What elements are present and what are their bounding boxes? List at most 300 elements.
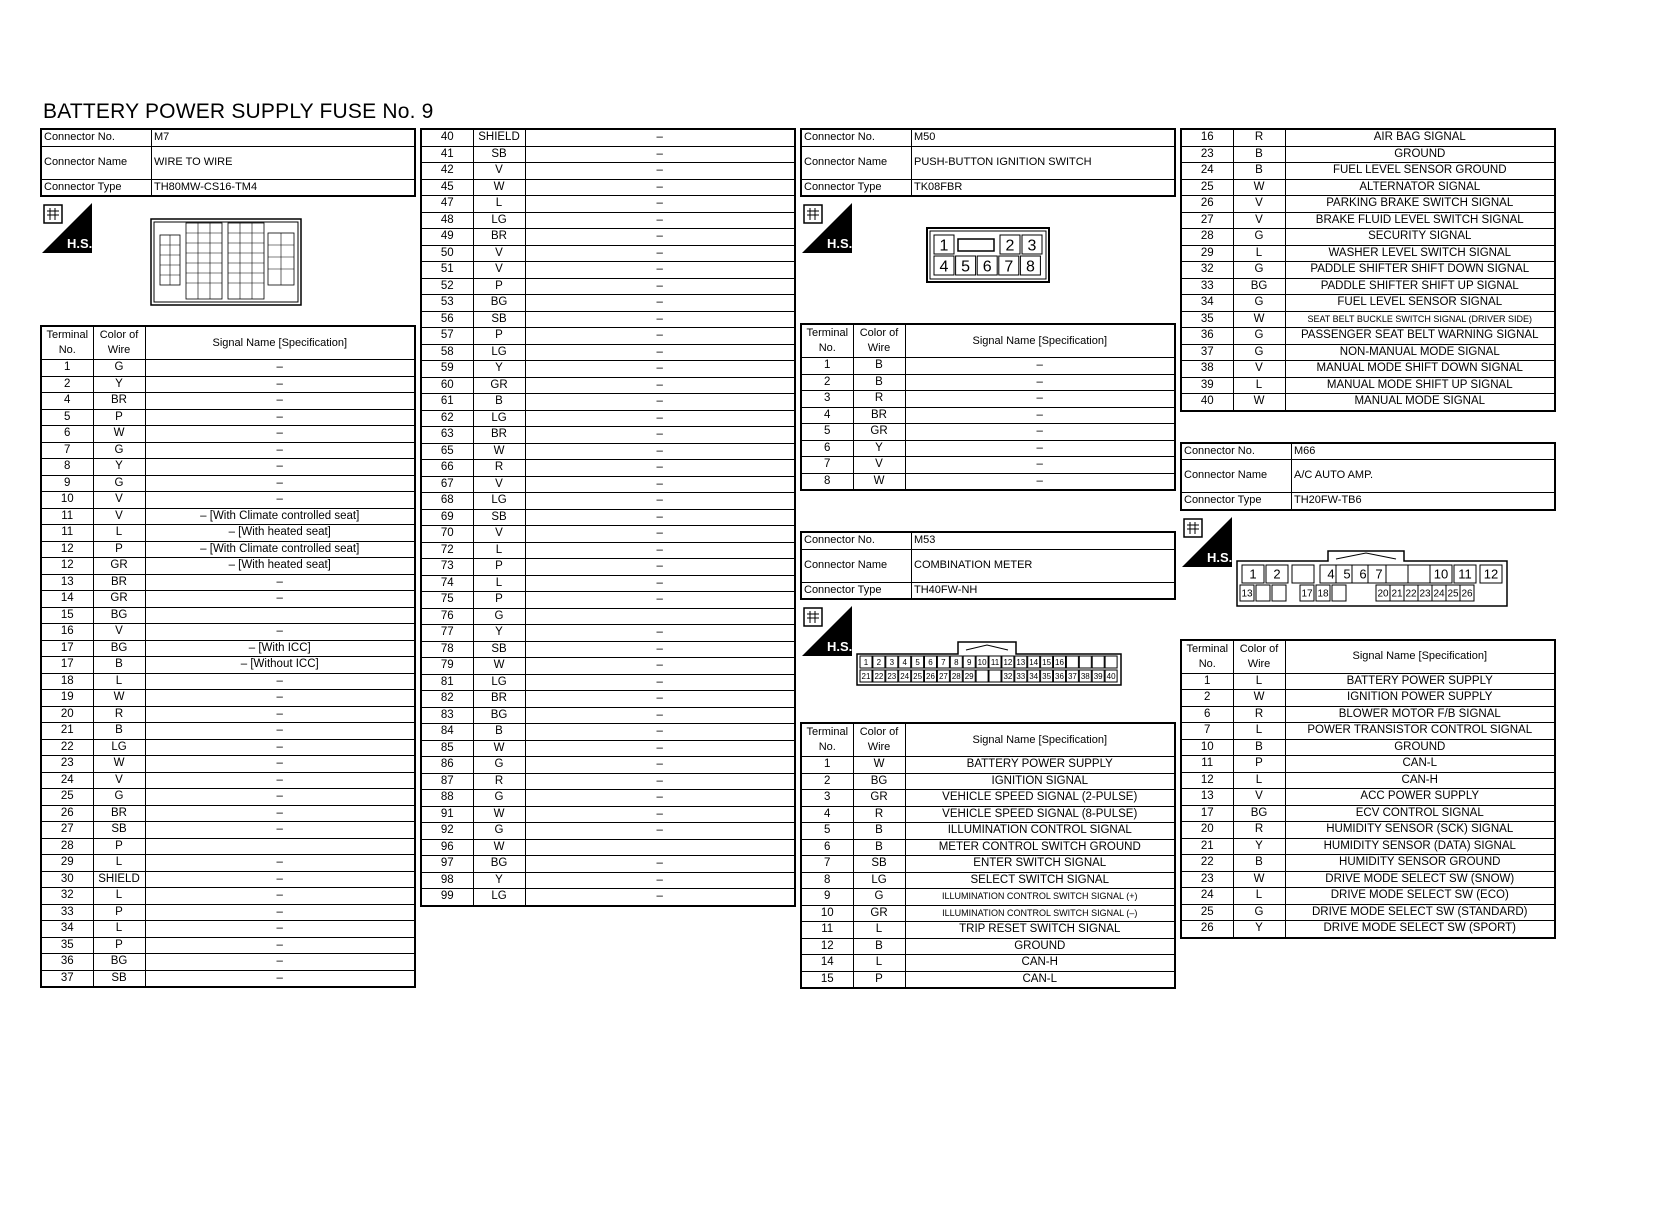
- wire-color-cell: V: [1233, 196, 1285, 213]
- table-row: [41, 921, 415, 938]
- signal-name-cell: BLOWER MOTOR F/B SIGNAL: [1285, 706, 1555, 723]
- connector-no-label: Connector No.: [801, 129, 912, 146]
- signal-name-cell: –: [525, 625, 795, 642]
- connector-pin-label: 29: [964, 671, 974, 681]
- connector-pin-label: 28: [951, 671, 961, 681]
- terminal-no-cell: 17: [1181, 805, 1233, 822]
- terminal-no-cell: 5: [41, 409, 93, 426]
- wire-color-cell: P: [93, 409, 145, 426]
- table-row: [801, 938, 1175, 955]
- table-row: [41, 459, 415, 476]
- table-row: [421, 608, 795, 625]
- wire-color-cell: SB: [93, 970, 145, 987]
- terminal-no-cell: 58: [421, 344, 473, 361]
- signal-name-cell: –: [145, 822, 415, 839]
- terminal-no-cell: 10: [801, 905, 853, 922]
- column-m53-cont-m66: [1180, 128, 1556, 939]
- terminal-no-cell: 32: [1181, 262, 1233, 279]
- wire-color-cell: V: [1233, 212, 1285, 229]
- terminal-no-cell: 2: [801, 773, 853, 790]
- connector-pin-label: 38: [1080, 671, 1090, 681]
- table-row: [41, 409, 415, 426]
- wire-color-cell: B: [93, 723, 145, 740]
- signal-name-cell: –: [145, 475, 415, 492]
- terminal-no-cell: 40: [421, 129, 473, 146]
- wire-color-cell: L: [1233, 673, 1285, 690]
- table-row: [421, 542, 795, 559]
- wire-color-cell: Y: [1233, 838, 1285, 855]
- table-row: [41, 756, 415, 773]
- table-row: [421, 295, 795, 312]
- wire-color-cell: V: [853, 457, 905, 474]
- signal-name-cell: BATTERY POWER SUPPLY: [1285, 673, 1555, 690]
- wire-color-cell: R: [473, 460, 525, 477]
- wire-color-cell: SHIELD: [473, 129, 525, 146]
- wire-color-cell: BR: [473, 691, 525, 708]
- table-row: [421, 163, 795, 180]
- wire-color-cell: P: [473, 559, 525, 576]
- terminal-no-cell: 26: [1181, 196, 1233, 213]
- connector-pin-label: 8: [954, 657, 959, 667]
- table-row: [421, 179, 795, 196]
- table-row: [41, 393, 415, 410]
- signal-name-cell: –: [145, 393, 415, 410]
- signal-name-cell: SELECT SWITCH SIGNAL: [905, 872, 1175, 889]
- table-row: [801, 391, 1175, 408]
- terminal-no-cell: 30: [41, 871, 93, 888]
- signal-name-cell: –: [145, 970, 415, 987]
- table-row: [1181, 706, 1555, 723]
- terminal-no-cell: 5: [801, 823, 853, 840]
- terminal-no-cell: 97: [421, 856, 473, 873]
- table-row: [41, 426, 415, 443]
- terminal-no-cell: 60: [421, 377, 473, 394]
- table-row: [1181, 723, 1555, 740]
- wire-color-cell: R: [473, 773, 525, 790]
- signal-name-cell: ECV CONTROL SIGNAL: [1285, 805, 1555, 822]
- connector-pin-label: 26: [1461, 588, 1473, 600]
- table-row: [41, 789, 415, 806]
- terminal-no-cell: 9: [801, 889, 853, 906]
- wire-color-cell: L: [93, 888, 145, 905]
- wire-color-cell: G: [1233, 229, 1285, 246]
- terminal-no-cell: 7: [801, 457, 853, 474]
- terminal-no-cell: 32: [41, 888, 93, 905]
- terminal-no-cell: 39: [1181, 377, 1233, 394]
- table-row: [801, 971, 1175, 988]
- wire-color-cell: P: [473, 328, 525, 345]
- terminal-no-cell: 91: [421, 806, 473, 823]
- terminal-no-cell: 20: [1181, 822, 1233, 839]
- wire-color-cell: W: [473, 740, 525, 757]
- terminal-no-cell: 73: [421, 559, 473, 576]
- terminal-no-cell: 23: [1181, 871, 1233, 888]
- table-row: [1181, 311, 1555, 328]
- connector-type-label: Connector Type: [801, 582, 912, 599]
- terminal-no-cell: 75: [421, 592, 473, 609]
- terminal-no-header: Terminal No.: [801, 723, 853, 757]
- m7-connector-face: [150, 213, 302, 309]
- terminal-no-cell: 8: [41, 459, 93, 476]
- m53-rows-cont: [1181, 129, 1555, 411]
- wire-color-cell: W: [93, 426, 145, 443]
- signal-name-cell: NON-MANUAL MODE SIGNAL: [1285, 344, 1555, 361]
- connector-pin-label: 22: [874, 671, 884, 681]
- connector-pin-label: 11: [990, 657, 1000, 667]
- signal-name-cell: GROUND: [1285, 739, 1555, 756]
- signal-name-cell: GROUND: [1285, 146, 1555, 163]
- table-row: [421, 361, 795, 378]
- terminal-no-cell: 6: [801, 839, 853, 856]
- table-row: [41, 525, 415, 542]
- table-row: [421, 889, 795, 906]
- wire-color-cell: R: [1233, 706, 1285, 723]
- signal-name-cell: –: [525, 394, 795, 411]
- table-row: [41, 360, 415, 377]
- table-row: [421, 427, 795, 444]
- signal-name-cell: DRIVE MODE SELECT SW (SPORT): [1285, 921, 1555, 938]
- connector-pin-label: 1: [939, 237, 949, 255]
- table-row: [1181, 756, 1555, 773]
- signal-name-cell: –: [525, 344, 795, 361]
- terminal-no-cell: 57: [421, 328, 473, 345]
- terminal-no-cell: 11: [41, 525, 93, 542]
- wire-color-cell: R: [853, 806, 905, 823]
- wire-color-cell: GR: [853, 790, 905, 807]
- page-title: BATTERY POWER SUPPLY FUSE No. 9: [43, 100, 434, 123]
- signal-name-cell: –: [145, 805, 415, 822]
- wire-color-cell: L: [853, 922, 905, 939]
- wire-color-cell: BG: [473, 707, 525, 724]
- signal-name-cell: –: [525, 674, 795, 691]
- terminal-no-cell: 12: [41, 558, 93, 575]
- table-row: [41, 690, 415, 707]
- wire-color-cell: W: [1233, 179, 1285, 196]
- wire-color-cell: R: [853, 391, 905, 408]
- harness-side-icon: [42, 203, 92, 253]
- wire-color-cell: P: [473, 592, 525, 609]
- wire-color-cell: W: [853, 473, 905, 490]
- signal-name-cell: –: [525, 740, 795, 757]
- table-row: [421, 262, 795, 279]
- terminal-no-cell: 16: [1181, 129, 1233, 146]
- connector-pin-label: 12: [1483, 566, 1499, 582]
- wire-color-cell: G: [1233, 904, 1285, 921]
- signal-name-cell: –: [525, 361, 795, 378]
- connector-pin-label: 2: [1273, 566, 1281, 582]
- table-row: [1181, 855, 1555, 872]
- terminal-no-cell: 65: [421, 443, 473, 460]
- terminal-no-cell: 13: [1181, 789, 1233, 806]
- wire-color-cell: Y: [473, 361, 525, 378]
- wire-color-cell: V: [473, 163, 525, 180]
- wire-color-cell: G: [1233, 262, 1285, 279]
- table-row: [421, 460, 795, 477]
- wire-color-cell: GR: [93, 591, 145, 608]
- signal-name-cell: [525, 839, 795, 856]
- table-row: [1181, 838, 1555, 855]
- terminal-table-m53-cont: [1180, 128, 1556, 412]
- connector-pin: [1386, 565, 1408, 583]
- terminal-no-cell: 82: [421, 691, 473, 708]
- signal-name-cell: –: [145, 459, 415, 476]
- table-row: [421, 790, 795, 807]
- wire-color-cell: L: [473, 196, 525, 213]
- signal-name-cell: –: [145, 673, 415, 690]
- terminal-no-cell: 4: [801, 806, 853, 823]
- signal-name-cell: –: [145, 426, 415, 443]
- connector-pin-label: 9: [966, 657, 972, 667]
- terminal-no-cell: 66: [421, 460, 473, 477]
- wire-color-cell: LG: [473, 674, 525, 691]
- connector-name-value: PUSH-BUTTON IGNITION SWITCH: [912, 146, 1176, 179]
- connector-pin-label: 7: [1004, 258, 1014, 276]
- connector-pin-label: 4: [902, 657, 907, 667]
- table-row: [41, 624, 415, 641]
- terminal-no-cell: 28: [41, 838, 93, 855]
- signal-name-cell: ALTERNATOR SIGNAL: [1285, 179, 1555, 196]
- table-row: [421, 823, 795, 840]
- connector-pin-label: 13: [1241, 588, 1253, 600]
- color-of-wire-header: Color of Wire: [853, 723, 905, 757]
- table-row: [801, 856, 1175, 873]
- wire-color-cell: SB: [473, 146, 525, 163]
- terminal-no-cell: 51: [421, 262, 473, 279]
- signal-name-cell: –: [525, 460, 795, 477]
- signal-name-cell: –: [145, 937, 415, 954]
- signal-name-cell: DRIVE MODE SELECT SW (ECO): [1285, 888, 1555, 905]
- wire-color-cell: LG: [473, 493, 525, 510]
- m7-rows: [41, 360, 415, 988]
- harness-side-icon: [1182, 517, 1232, 567]
- terminal-no-cell: 37: [1181, 344, 1233, 361]
- table-row: [421, 740, 795, 757]
- wire-color-cell: B: [1233, 855, 1285, 872]
- terminal-no-cell: 15: [41, 607, 93, 624]
- terminal-no-cell: 48: [421, 212, 473, 229]
- terminal-no-cell: 61: [421, 394, 473, 411]
- table-row: [801, 457, 1175, 474]
- signal-name-cell: PADDLE SHIFTER SHIFT DOWN SIGNAL: [1285, 262, 1555, 279]
- terminal-no-cell: 4: [41, 393, 93, 410]
- connector-pin-label: 12: [1003, 657, 1013, 667]
- connector-pin-label: 3: [1027, 237, 1037, 255]
- m66-connector-face: [1236, 547, 1508, 607]
- table-row: [801, 407, 1175, 424]
- connector-no-label: Connector No.: [41, 129, 152, 146]
- wire-color-cell: SB: [473, 311, 525, 328]
- signal-name-cell: –: [525, 427, 795, 444]
- signal-name-cell: –: [905, 440, 1175, 457]
- terminal-no-cell: 6: [1181, 706, 1233, 723]
- signal-name-cell: GROUND: [905, 938, 1175, 955]
- wire-color-cell: LG: [473, 889, 525, 906]
- connector-pin: [1066, 656, 1078, 668]
- table-row: [41, 805, 415, 822]
- terminal-no-cell: 36: [41, 954, 93, 971]
- signal-name-cell: –: [145, 360, 415, 377]
- table-row: [421, 592, 795, 609]
- wire-color-cell: W: [93, 690, 145, 707]
- table-row: [421, 394, 795, 411]
- table-row: [1181, 871, 1555, 888]
- column-m50-m53: [800, 128, 1176, 989]
- wire-color-cell: L: [1233, 723, 1285, 740]
- connector-pin-label: 37: [1067, 671, 1077, 681]
- table-row: [421, 443, 795, 460]
- wire-color-cell: L: [93, 673, 145, 690]
- connector-pin-label: 1: [863, 657, 869, 667]
- table-row: [801, 905, 1175, 922]
- connector-pin-label: 6: [1359, 566, 1367, 582]
- table-row: [421, 229, 795, 246]
- connector-pin-label: 14: [1029, 657, 1039, 667]
- signal-name-cell: –: [525, 295, 795, 312]
- wire-color-cell: BR: [93, 393, 145, 410]
- wire-color-cell: BG: [1233, 278, 1285, 295]
- connector-pin-label: 4: [1327, 566, 1335, 582]
- terminal-no-cell: 1: [1181, 673, 1233, 690]
- terminal-no-cell: 20: [41, 706, 93, 723]
- connector-pin-label: 2: [1005, 237, 1015, 255]
- signal-name-cell: DRIVE MODE SELECT SW (STANDARD): [1285, 904, 1555, 921]
- wire-color-cell: L: [473, 575, 525, 592]
- signal-name-cell: –: [145, 789, 415, 806]
- terminal-no-cell: 21: [41, 723, 93, 740]
- signal-name-cell: –: [525, 773, 795, 790]
- terminal-no-cell: 33: [41, 904, 93, 921]
- wire-color-cell: W: [473, 658, 525, 675]
- wire-color-cell: L: [1233, 245, 1285, 262]
- table-row: [1181, 772, 1555, 789]
- signal-name-header: Signal Name [Specification]: [145, 326, 415, 360]
- terminal-no-cell: 3: [801, 391, 853, 408]
- connector-no-label: Connector No.: [1181, 443, 1292, 460]
- signal-name-cell: –: [525, 278, 795, 295]
- wire-color-cell: G: [473, 823, 525, 840]
- terminal-no-cell: 16: [41, 624, 93, 641]
- terminal-no-cell: 41: [421, 146, 473, 163]
- table-row: [41, 558, 415, 575]
- terminal-no-cell: 4: [801, 407, 853, 424]
- table-row: [801, 358, 1175, 375]
- wire-color-cell: B: [853, 839, 905, 856]
- signal-name-cell: DRIVE MODE SELECT SW (SNOW): [1285, 871, 1555, 888]
- connector-name-value: A/C AUTO AMP.: [1292, 460, 1556, 493]
- wire-color-cell: P: [473, 278, 525, 295]
- table-row: [41, 376, 415, 393]
- harness-side-icon: [802, 606, 852, 656]
- signal-name-cell: –: [525, 377, 795, 394]
- terminal-no-cell: 78: [421, 641, 473, 658]
- terminal-no-cell: 69: [421, 509, 473, 526]
- terminal-no-cell: 12: [41, 541, 93, 558]
- table-row: [41, 970, 415, 987]
- wire-color-cell: BR: [853, 407, 905, 424]
- wire-color-cell: Y: [93, 376, 145, 393]
- signal-name-cell: MANUAL MODE SHIFT DOWN SIGNAL: [1285, 361, 1555, 378]
- wire-color-cell: BR: [473, 229, 525, 246]
- wire-color-cell: L: [93, 921, 145, 938]
- signal-name-cell: –: [525, 806, 795, 823]
- connector-pin-label: 25: [913, 671, 923, 681]
- connector-pin-label: 23: [1419, 588, 1431, 600]
- connector-type-value: TH40FW-NH: [912, 582, 1176, 599]
- wire-color-cell: LG: [853, 872, 905, 889]
- wire-color-cell: G: [1233, 295, 1285, 312]
- terminal-no-cell: 83: [421, 707, 473, 724]
- terminal-no-cell: 8: [801, 473, 853, 490]
- terminal-no-cell: 22: [41, 739, 93, 756]
- wire-color-cell: SB: [93, 822, 145, 839]
- signal-name-cell: –: [525, 179, 795, 196]
- connector-pin-label: 13: [1016, 657, 1026, 667]
- signal-name-cell: –: [525, 146, 795, 163]
- signal-name-cell: –: [525, 559, 795, 576]
- wire-color-cell: W: [1233, 394, 1285, 411]
- connector-no-value: M7: [152, 129, 416, 146]
- terminal-no-cell: 5: [801, 424, 853, 441]
- connector-key: [958, 239, 994, 251]
- wire-color-cell: V: [473, 245, 525, 262]
- wire-color-cell: V: [1233, 361, 1285, 378]
- wire-color-cell: Y: [1233, 921, 1285, 938]
- connector-pin-label: 7: [941, 657, 946, 667]
- wire-color-cell: W: [1233, 311, 1285, 328]
- m66-rows: [1181, 673, 1555, 938]
- connector-info-m7: [40, 128, 416, 197]
- table-row: [421, 344, 795, 361]
- table-row: [421, 575, 795, 592]
- table-row: [41, 822, 415, 839]
- terminal-no-cell: 34: [1181, 295, 1233, 312]
- column-m7: [40, 128, 416, 988]
- connector-pin-label: 15: [1042, 657, 1052, 667]
- wire-color-cell: SB: [473, 641, 525, 658]
- wire-color-cell: W: [473, 179, 525, 196]
- signal-name-cell: –: [525, 592, 795, 609]
- connector-pin-label: 18: [1317, 588, 1329, 600]
- table-row: [41, 888, 415, 905]
- terminal-no-cell: 9: [41, 475, 93, 492]
- wire-color-cell: G: [853, 889, 905, 906]
- signal-name-cell: –: [525, 129, 795, 146]
- terminal-no-cell: 40: [1181, 394, 1233, 411]
- wire-color-cell: P: [93, 541, 145, 558]
- signal-name-cell: WASHER LEVEL SWITCH SIGNAL: [1285, 245, 1555, 262]
- signal-name-cell: –: [525, 575, 795, 592]
- table-row: [41, 442, 415, 459]
- terminal-no-cell: 6: [41, 426, 93, 443]
- terminal-no-cell: 1: [801, 757, 853, 774]
- wire-color-cell: G: [473, 608, 525, 625]
- harness-side-icon: [802, 203, 852, 253]
- terminal-no-cell: 14: [801, 955, 853, 972]
- table-row: [421, 806, 795, 823]
- wire-color-cell: B: [473, 394, 525, 411]
- signal-name-cell: ILLUMINATION CONTROL SWITCH SIGNAL (–): [905, 905, 1175, 922]
- signal-name-cell: ACC POWER SUPPLY: [1285, 789, 1555, 806]
- terminal-no-cell: 53: [421, 295, 473, 312]
- connector-pin-label: 32: [1003, 671, 1013, 681]
- connector-name-label: Connector Name: [801, 549, 912, 582]
- signal-name-header: Signal Name [Specification]: [905, 723, 1175, 757]
- signal-name-cell: –: [525, 872, 795, 889]
- signal-name-cell: –: [525, 245, 795, 262]
- terminal-no-cell: 28: [1181, 229, 1233, 246]
- terminal-no-cell: 67: [421, 476, 473, 493]
- connector-pin: [1256, 585, 1270, 601]
